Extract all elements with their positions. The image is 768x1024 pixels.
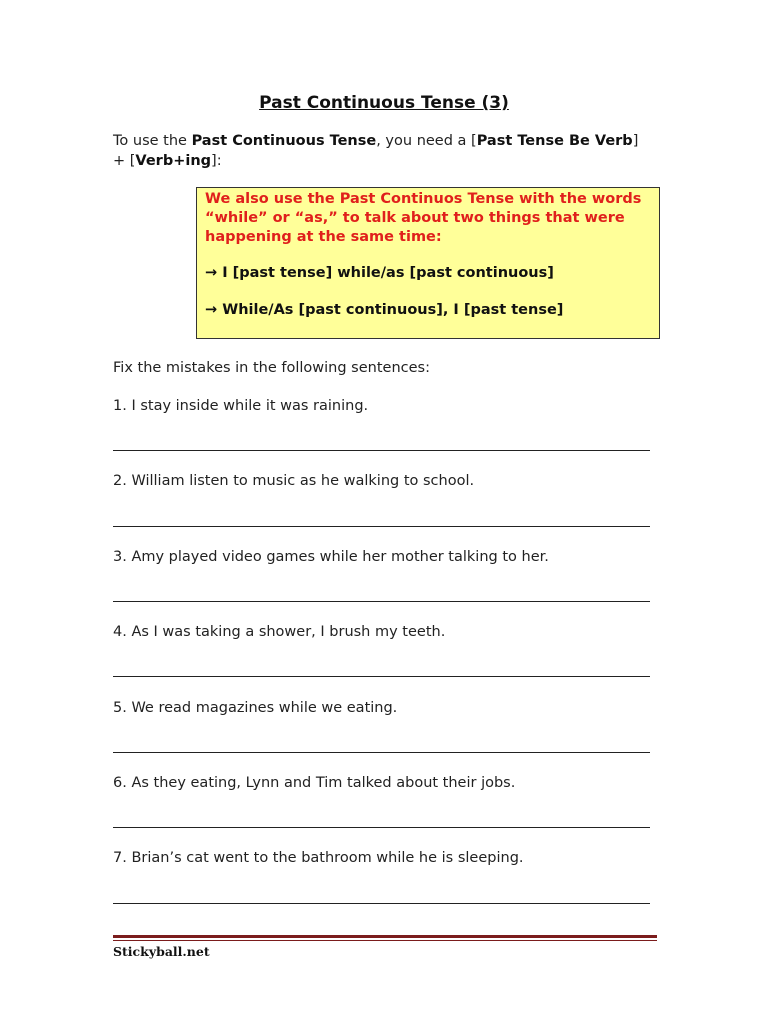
question-6: 6. As they eating, Lynn and Tim talked about their jobs. [113,775,516,791]
question-1: 1. I stay inside while it was raining. [113,398,369,414]
intro-text [113,131,653,171]
question-7: 7. Brian’s cat went to the bathroom while he is sleeping. [113,850,524,866]
answer-line-6[interactable] [113,827,650,828]
footer-divider-thick [113,935,657,938]
page-title: Past Continuous Tense (3) [259,93,509,113]
intro-part-3: ] + [ [113,133,639,169]
question-2: 2. William listen to music as he walking to school. [113,473,475,489]
note-text: We also use the Past Continuos Tense with the words “while” or “as,” to talk about two things that were happening at the same time: [205,191,642,245]
answer-line-1[interactable] [113,450,650,451]
note-rule-1: → I [past tense] while/as [past continuous] [205,265,554,281]
note-box [196,187,660,339]
question-4: 4. As I was taking a shower, I brush my teeth. [113,624,446,640]
question-5: 5. We read magazines while we eating. [113,700,398,716]
intro-bold-3: Verb+ing [135,153,212,169]
intro-part-4: ]: [211,153,222,169]
footer-source: Stickyball.net [113,944,210,959]
answer-line-4[interactable] [113,676,650,677]
intro-part-2: , you need a [ [376,133,477,149]
intro-bold-2: Past Tense Be Verb [476,133,633,149]
answer-line-5[interactable] [113,752,650,753]
answer-line-2[interactable] [113,526,650,527]
note-rule-2: → While/As [past continuous], I [past tense] [205,302,564,318]
instruction: Fix the mistakes in the following sentences: [113,360,430,376]
question-3: 3. Amy played video games while her mother talking to her. [113,549,549,565]
footer-divider-thin [113,940,657,941]
answer-line-7[interactable] [113,903,650,904]
answer-line-3[interactable] [113,601,650,602]
intro-bold-1: Past Continuous Tense [191,133,377,149]
intro-part-1: To use the [113,133,192,149]
